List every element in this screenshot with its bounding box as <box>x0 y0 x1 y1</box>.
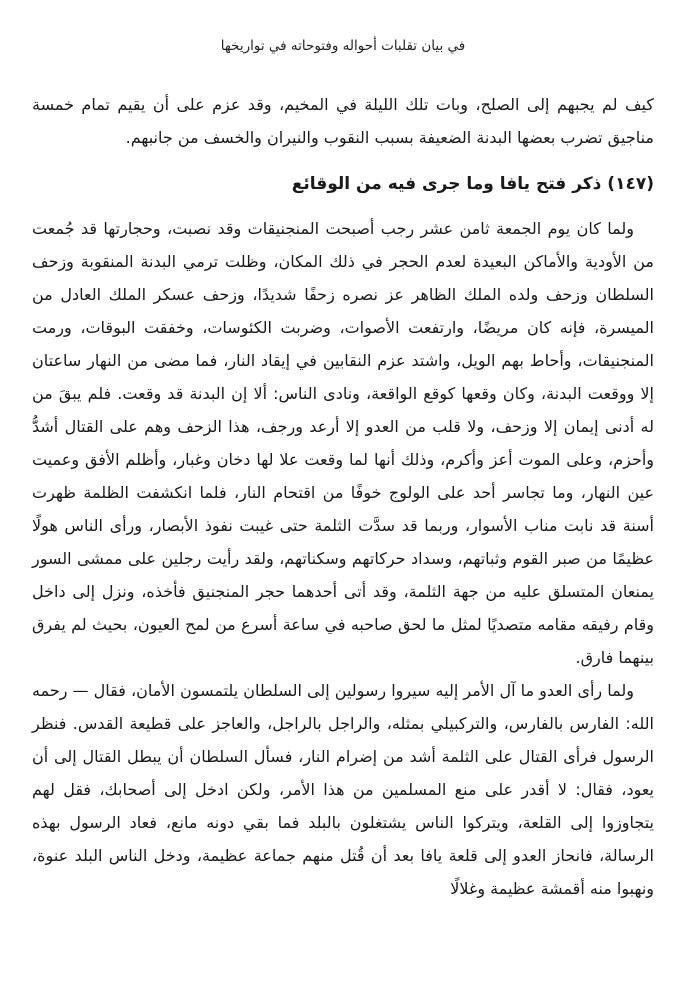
body-paragraph-1: ولما كان يوم الجمعة ثامن عشر رجب أصبحت المنجنيقات وقد نصبت، وحجارتها قد جُمعت من الأودية والأماكن البعيدة لعدم الحجر في ذلك المكان، وظلت ترمي البدنة المنقوبة وزحف السلطان وزحف ولده الملك الظاهر عز نصره زحفًا شديدًا، وزحف عسكر الملك العادل من الميسرة، فإنه كان مريضًا، وارتفعت الأصوات، وضربت الكئوسات، وخفقت البوقات، ورمت المنجنيقات، وأحاط بهم الويل، واشتد عزم النقابين في إيقاد النار، فما مضى من النهار ساعتان إلا ووقعت البدنة، وكان وقعها كوقع الواقعة، ونادى الناس: ألا إن البدنة قد وقعت. فلم يبقَ من له أدنى إيمان إلا وزحف، ولا قلب من العدو إلا أرعد ورجف، هذا الزحف وهم على القتال أشدُّ وأحزم، وعلى الموت أعز وأكرم، وذلك أنها لما وقعت علا لها دخان وغبار، وأظلم الأفق وعميت عين النهار، وما تجاسر أحد على الولوج خوفًا من اقتحام النار، فلما انكشفت الظلمة ظهرت أسنة قد نابت مناب الأسوار، وربما قد سدَّت الثلمة حتى غيبت نفوذ الأبصار، ورأى الناس هولًا عظيمًا من صبر القوم وثباتهم، وسداد حركاتهم وسكناتهم، ولقد رأيت رجلين على ممشى السور يمنعان المتسلق عليه من جهة الثلمة، وقد أتى أحدهما حجر المنجنيق فأخذه، ونزل إلى داخل وقام رفيقه مقامه متصديًا لمثل ما لحق صاحبه في ساعة أسرع من لمح العيون، بحيث لم يفرق بينهما فارق. <box>32 219 654 667</box>
section-heading: (١٤٧) ذكر فتح يافا وما جرى فيه من الوقائع <box>291 174 654 194</box>
body-paragraph-2: ولما رأى العدو ما آل الأمر إليه سيروا رسولين إلى السلطان يلتمسون الأمان، فقال — رحمه الله: الفارس بالفارس، والتركبيلي بمثله، والراجل بالراجل، والعاجز على قطيعة القدس. فنظر الرسول فرأى القتال على الثلمة أشد من إضرام النار، فسأل السلطان أن يبطل القتال إلى أن يعود، فقال: لا أقدر على منع المسلمين من هذا الأمر، ولكن ادخل إلى أصحابك، فقل لهم يتجاوزوا إلى القلعة، ويتركوا الناس يشتغلون بالبلد فما بقي دونه مانع، فعاد الرسول بهذه الرسالة، فانحاز العدو إلى قلعة يافا بعد أن قُتل منهم جماعة عظيمة، ودخل الناس البلد عنوة، ونهبوا منه أقمشة عظيمة وغلالًا <box>32 681 654 898</box>
running-header: في بيان تقلبات أحواله وفتوحاته في تواريخها <box>220 38 466 54</box>
page-body <box>32 88 654 905</box>
opening-paragraph: كيف لم يجبهم إلى الصلح، وبات تلك الليلة في المخيم، وقد عزم على أن يقيم تمام خمسة مناجيق تضرب بعضها البدنة الضعيفة بسبب النقوب والنيران والخسف من جانبهم. <box>32 95 654 147</box>
